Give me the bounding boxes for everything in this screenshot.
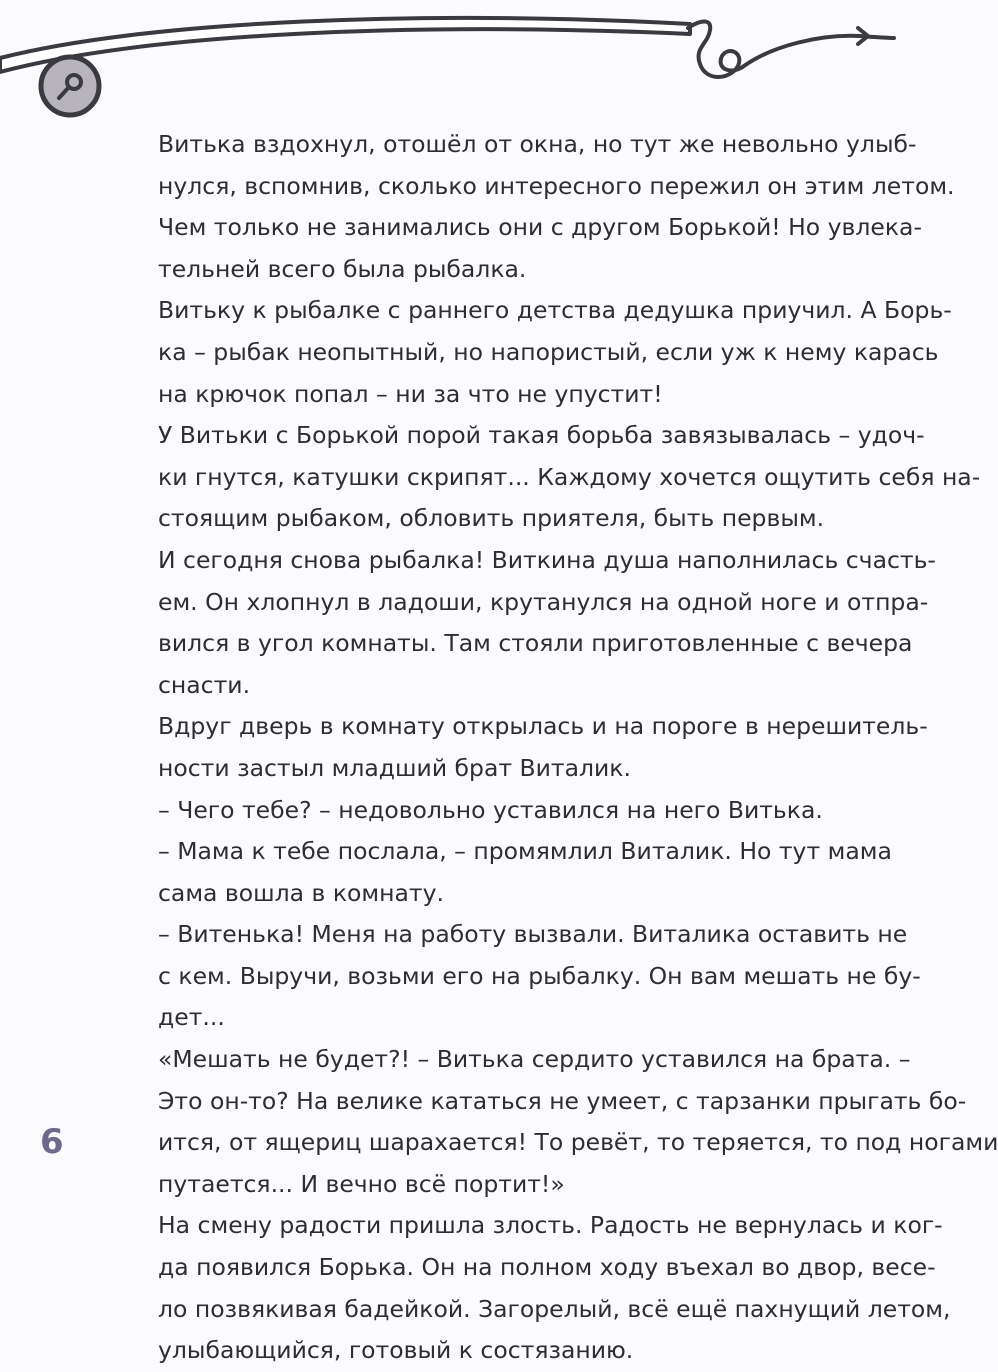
paragraph [113,124,955,290]
text-line: – Мама к тебе послала, – промямлил Виталик. Но тут мама [158,837,892,866]
text-line: снасти. [158,670,251,699]
fishing-reel-icon [41,57,99,115]
text-line: – Витенька! Меня на работу вызвали. Виталика оставить не [158,920,908,949]
text-line: На смену радости пришла злость. Радость не вернулась и ког- [158,1211,943,1240]
text-line: – Чего тебе? – недовольно уставился на него Витька. [158,795,823,824]
paragraph [113,1205,951,1371]
text-line: ло позвякивая бадейкой. Загорелый, всё ещё пахнущий летом, [158,1294,951,1323]
paragraph [113,706,928,789]
text-line: Это он-то? На велике кататься не умеет, с тарзанки прыгать бо- [158,1086,967,1115]
text-line: Витька вздохнул, отошёл от окна, но тут же невольно улыб- [158,130,917,158]
story-text [113,124,998,1372]
paragraph [113,290,952,415]
text-line: ка – рыбак неопытный, но напористый, если уж к нему карась [158,337,939,366]
text-line: улыбающийся, готовый к состязанию. [158,1336,634,1365]
paragraph [113,914,921,1039]
text-line: путается... И вечно всё портит!» [158,1169,565,1198]
page-number: 6 [40,1122,64,1162]
text-line: ности застыл младший брат Виталик. [158,753,631,782]
paragraph [113,1039,998,1205]
paragraph [113,831,892,914]
text-line: ки гнутся, катушки скрипят... Каждому хочется ощутить себя на- [158,462,981,491]
text-line: ем. Он хлопнул в ладоши, крутанулся на одной ноге и отпра- [158,587,929,616]
text-line: дет... [158,1003,225,1032]
text-line: Чем только не занимались они с другом Борькой! Но увлека- [158,213,922,242]
text-line: У Витьки с Борькой порой такая борьба завязывалась – удоч- [158,421,925,450]
paragraph [113,540,936,706]
text-line: И сегодня снова рыбалка! Виткина душа наполнилась счасть- [158,545,936,574]
text-line: да появился Борька. Он на полном ходу въехал во двор, весе- [158,1253,936,1282]
fishing-rod-icon [0,0,894,130]
text-line: Вдруг дверь в комнату открылась и на пороге в нерешитель- [158,712,928,741]
text-line: нулся, вспомнив, сколько интересного пережил он этим летом. [158,171,955,200]
paragraph [113,415,981,540]
paragraph [113,790,828,832]
text-line: сама вошла в комнату. [158,878,444,907]
text-line: «Мешать не будет?! – Витька сердито уставился на брата. – [158,1045,911,1074]
text-line: тельней всего была рыбалка. [158,254,527,283]
text-line: стоящим рыбаком, обловить приятеля, быть первым. [158,504,825,533]
text-line: на крючок попал – ни за что не упустит! [158,379,663,408]
rod-body [0,18,690,72]
text-line: с кем. Выручи, возьми его на рыбалку. Он вам мешать не бу- [158,961,921,990]
text-line: Витьку к рыбалке с раннего детства дедушка приучил. А Борь- [158,296,952,325]
text-line: вился в угол комнаты. Там стояли приготовленные с вечера [158,629,913,658]
text-line: ится, от ящериц шарахается! То ревёт, то теряется, то под ногами [158,1128,998,1157]
